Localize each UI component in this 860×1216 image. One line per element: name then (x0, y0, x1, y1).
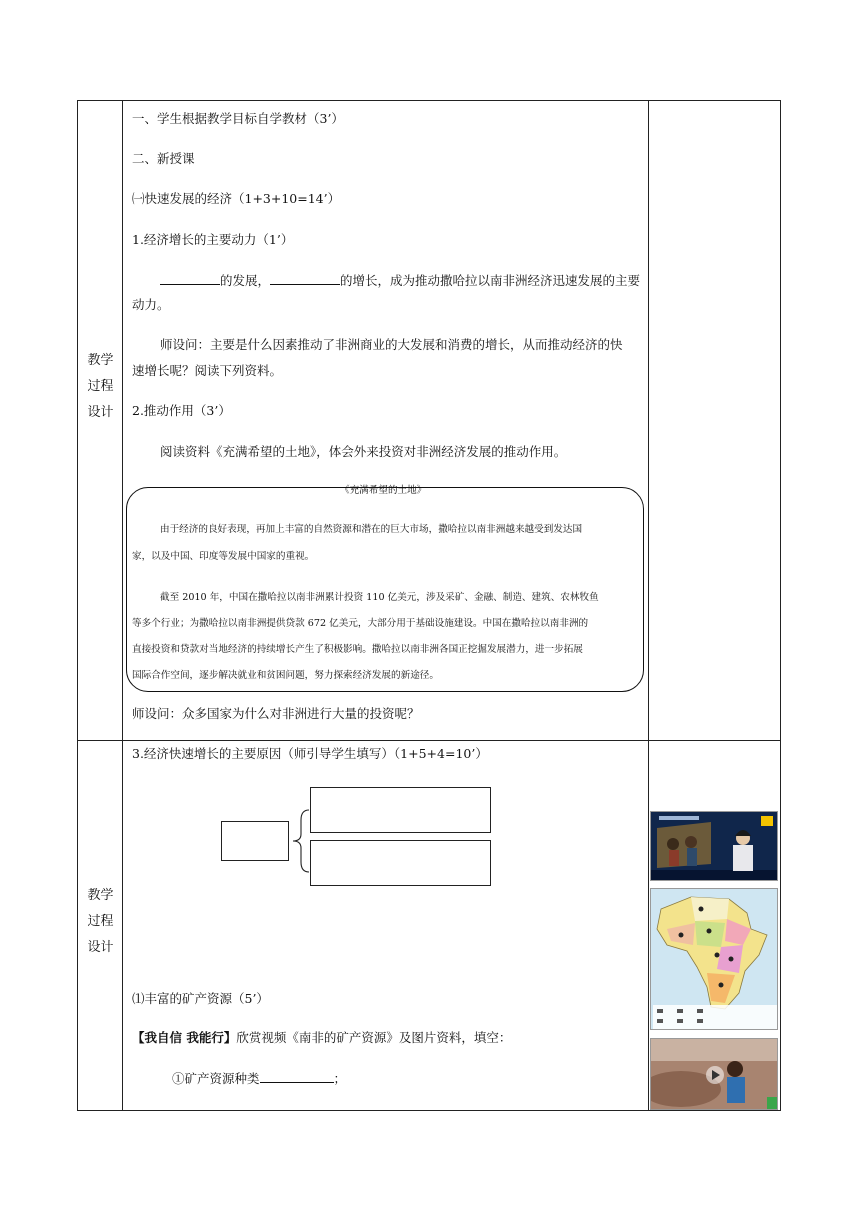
row-header-1 (78, 348, 123, 426)
diagram-left-box[interactable] (221, 821, 289, 861)
mining-scene-icon (651, 1039, 778, 1110)
step-new-lesson: 二、新授课 (132, 151, 195, 166)
fill-blank[interactable] (270, 271, 340, 285)
reading-material-box (126, 487, 644, 692)
heading-mineral-resources: ⑴丰富的矿产资源（5’） (132, 991, 269, 1006)
mining-photo[interactable] (650, 1038, 778, 1110)
row-header-char: 过程 (87, 379, 114, 394)
activity-tag: 【我自信 我能行】 (132, 1030, 237, 1045)
teacher-question-2: 师设问：众多国家为什么对非洲进行大量的投资呢？ (132, 706, 420, 721)
fill-blank[interactable] (160, 271, 220, 285)
material-paragraph-1: 由于经济的良好表现，再加上丰富的自然资源和潜在的巨大市场，撒哈拉以南非洲越来越受到发达国 (160, 524, 583, 535)
row-header-2 (78, 883, 123, 961)
fill-text: 的增长，成为推动撒哈拉以南非洲经济迅速发展的主要 (340, 273, 641, 288)
video-thumbnail[interactable] (650, 811, 778, 881)
column-divider (648, 101, 649, 1110)
fill-text: ； (333, 1071, 347, 1086)
row-header-char: 过程 (87, 914, 114, 929)
row-header-char: 设计 (87, 940, 114, 955)
material-paragraph-2-cont: 等多个行业；为撒哈拉以南非洲提供贷款 672 亿美元，大部分用于基础设施建设。中国在撒哈拉以南非洲的 (132, 618, 589, 629)
mineral-types-fill (172, 1069, 346, 1088)
fill-text: 的发展， (220, 273, 271, 288)
material-paragraph-2-cont: 国际合作空间，逐步解决就业和贫困问题，努力探索经济发展的新途径。 (132, 670, 439, 681)
activity-text: 欣赏视频《南非的矿产资源》及图片资料，填空： (236, 1030, 512, 1045)
heading-growth-reasons: 3.经济快速增长的主要原因（师引导学生填写）（1+5+4=10’） (132, 746, 488, 761)
fill-text: ①矿产资源种类 (172, 1071, 260, 1086)
row-header-char: 设计 (87, 405, 114, 420)
material-paragraph-1-cont: 家，以及中国、印度等发展中国家的重视。 (132, 551, 315, 562)
fill-blank[interactable] (260, 1069, 334, 1083)
diagram-right-box-top[interactable] (310, 787, 491, 833)
teacher-question-1-cont: 速增长呢？阅读下列资料。 (132, 363, 283, 378)
africa-mineral-map[interactable] (650, 888, 778, 1030)
teacher-question-1: 师设问：主要是什么因素推动了非洲商业的大发展和消费的增长，从而推动经济的快 (160, 337, 623, 352)
row-header-char: 教学 (87, 353, 114, 368)
diagram-right-box-bottom[interactable] (310, 840, 491, 886)
material-title: 《充满希望的土地》 (340, 485, 427, 496)
row-header-char: 教学 (87, 888, 114, 903)
material-paragraph-2: 截至 2010 年，中国在撒哈拉以南非洲累计投资 110 亿美元，涉及采矿、金融、制造、建筑、农林牧鱼 (160, 592, 599, 603)
fill-in-sentence (160, 271, 640, 290)
heading-driving-effect: 2.推动作用（3’） (132, 403, 231, 418)
fill-sentence-end: 动力。 (132, 297, 170, 312)
step-self-study: 一、学生根据教学目标自学教材（3’） (132, 111, 344, 126)
brace-icon (289, 808, 311, 874)
activity-instruction (132, 1029, 511, 1047)
row-divider (78, 740, 780, 741)
map-icon (651, 889, 778, 1030)
video-scene-icon (651, 812, 778, 881)
material-paragraph-2-cont: 直接投资和贷款对当地经济的持续增长产生了积极影响。撒哈拉以南非洲各国正挖掘发展潜力，进一步拓展 (132, 644, 583, 655)
heading-main-driver: 1.经济增长的主要动力（1’） (132, 232, 294, 247)
reading-instruction: 阅读资料《充满希望的土地》，体会外来投资对非洲经济发展的推动作用。 (160, 444, 567, 459)
heading-fast-economy: ㈠快速发展的经济（1+3+10=14’） (132, 191, 341, 206)
